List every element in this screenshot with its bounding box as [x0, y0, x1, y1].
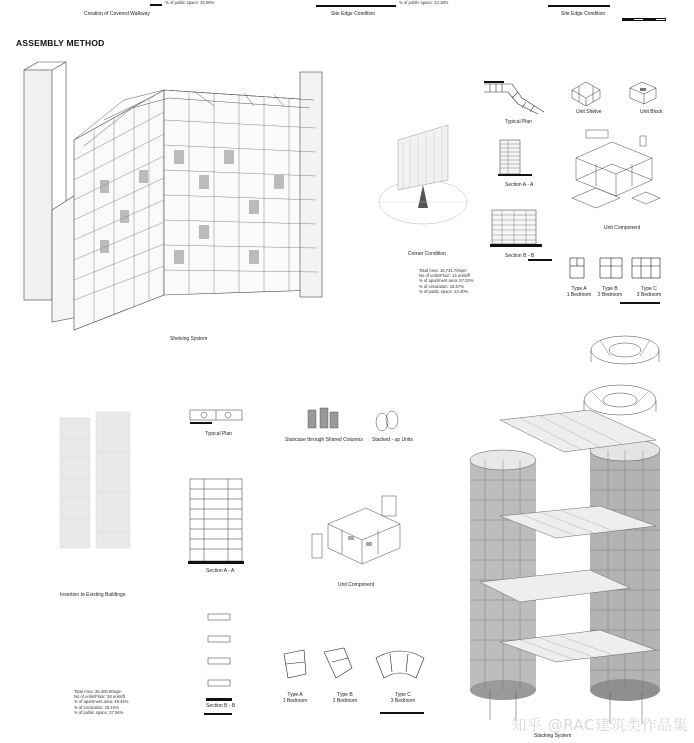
type-c-name-2: Type C — [395, 692, 411, 698]
caption-stacking-system: Stacking System — [534, 733, 572, 739]
caption-unit-component-2: Unit Component — [338, 582, 375, 588]
type-b-name-1: Type B — [602, 286, 618, 292]
caption-unit-block: Unit Block — [640, 109, 663, 115]
stat-circulation-1: % of circulation: 15.57% — [419, 283, 464, 289]
shelving-system-isometric — [14, 60, 334, 330]
scale-ruler-types-2 — [380, 712, 424, 714]
section-bb-1-drawing — [488, 206, 544, 250]
type-a-label-2 — [280, 692, 310, 704]
caption-site-edge-right: Site Edge Condition — [561, 11, 606, 17]
section-heading: ASSEMBLY METHOD — [16, 38, 105, 48]
scale-ruler-types-1 — [620, 302, 660, 304]
type-b-sub-2: 2 Bedroom — [332, 698, 358, 704]
unit-component-2-drawing — [308, 490, 404, 574]
typical-plan-1-drawing — [482, 78, 547, 114]
type-a-sub-2: 1 Bedroom — [282, 698, 308, 704]
type-a-name-1: Type A — [571, 286, 587, 292]
unit-type-plans-2 — [280, 644, 430, 688]
caption-section-bb-1: Section B - B — [505, 253, 535, 259]
watermark: 知乎 @RAC建筑类作品集 — [511, 716, 688, 734]
stat-public-space-2: % of public space: 37.94% — [74, 709, 124, 715]
type-c-name-1: Type C — [641, 286, 657, 292]
scale-bar-left — [150, 4, 162, 6]
stat-total-area-2: Total Area: 26,400.00sqm — [74, 689, 122, 694]
type-b-name-2: Type B — [337, 692, 353, 698]
caption-shelving-system: Shelving System — [170, 336, 208, 342]
unit-block-drawing — [628, 80, 658, 106]
type-a-label-1 — [566, 286, 592, 298]
section-bb-2-drawing — [204, 612, 234, 704]
stacking-system-isometric — [460, 320, 682, 732]
type-c-sub-1: 3 Bedroom — [636, 292, 662, 298]
insertion-existing-buildings-drawing — [56, 408, 136, 558]
unit-type-plans-1 — [566, 254, 666, 282]
type-c-label-1 — [636, 286, 662, 298]
typical-plan-2-drawing — [186, 404, 246, 426]
stat-public-space-1: % of public space: 23.40% — [419, 288, 469, 294]
stat-units-floor-2: No of units/Floor: 28 units/fl — [74, 694, 125, 700]
scale-ruler-sec1 — [528, 259, 552, 261]
caption-insertion: Insertion to Existing Buildings — [60, 592, 126, 598]
stat-units-floor-1: No of units/Floor: 14 units/fl — [419, 273, 470, 279]
section-aa-1-drawing — [496, 138, 536, 178]
stat-apartment-area-1: % of apartment area: 57.02% — [419, 278, 474, 284]
caption-site-edge-mid: Site Edge Condition — [331, 11, 376, 17]
caption-typical-plan-2: Typical Plan — [205, 431, 232, 437]
staircase-drawing — [302, 404, 342, 434]
type-b-sub-1: 2 Bedroom — [597, 292, 623, 298]
type-c-sub-2: 3 Bedroom — [390, 698, 416, 704]
scale-ruler-top — [622, 18, 666, 21]
caption-unit-shelve: Unit Shelve — [576, 109, 602, 115]
scale-bar-mid — [316, 5, 396, 7]
type-b-label-2 — [330, 692, 360, 704]
stats-block-1 — [419, 268, 473, 294]
type-c-label-2 — [388, 692, 418, 704]
type-a-sub-1: 1 Bedroom — [566, 292, 592, 298]
unit-shelve-drawing — [570, 80, 602, 106]
caption-section-bb-2: Section B - B — [206, 703, 236, 709]
stat-circulation-2: % of circulation: 18.10% — [74, 704, 119, 710]
stat-public-space-mid: % of public space: 33.18% — [399, 0, 449, 5]
stat-public-space-left: % of public space: 20.98% — [165, 0, 215, 5]
stat-apartment-area-2: % of apartment area: 48.44% — [74, 699, 129, 705]
type-b-label-1 — [597, 286, 623, 298]
stats-block-2 — [74, 689, 128, 715]
stat-total-area-1: Total Area: 16,741.70sqm — [419, 268, 467, 273]
scale-ruler-sec2 — [204, 713, 232, 715]
type-a-name-2: Type A — [287, 692, 303, 698]
caption-corner-condition: Corner Condition — [408, 251, 446, 257]
corner-condition-drawing — [378, 110, 468, 235]
caption-stacked-units: Stacked - up Units — [372, 437, 413, 443]
caption-staircase: Staircase through Shared Columns — [285, 437, 363, 443]
caption-typical-plan-1: Typical Plan — [505, 119, 532, 125]
caption-section-aa-2: Section A - A — [206, 568, 235, 574]
caption-unit-component-1: Unit Component — [604, 225, 641, 231]
unit-component-1-drawing — [566, 128, 662, 218]
caption-section-aa-1: Section A - A — [505, 182, 534, 188]
caption-covered-walkway: Creation of Covered Walkway — [84, 11, 150, 17]
stacked-units-drawing — [372, 408, 402, 434]
section-aa-2-drawing — [186, 475, 246, 565]
scale-bar-right — [548, 5, 610, 7]
